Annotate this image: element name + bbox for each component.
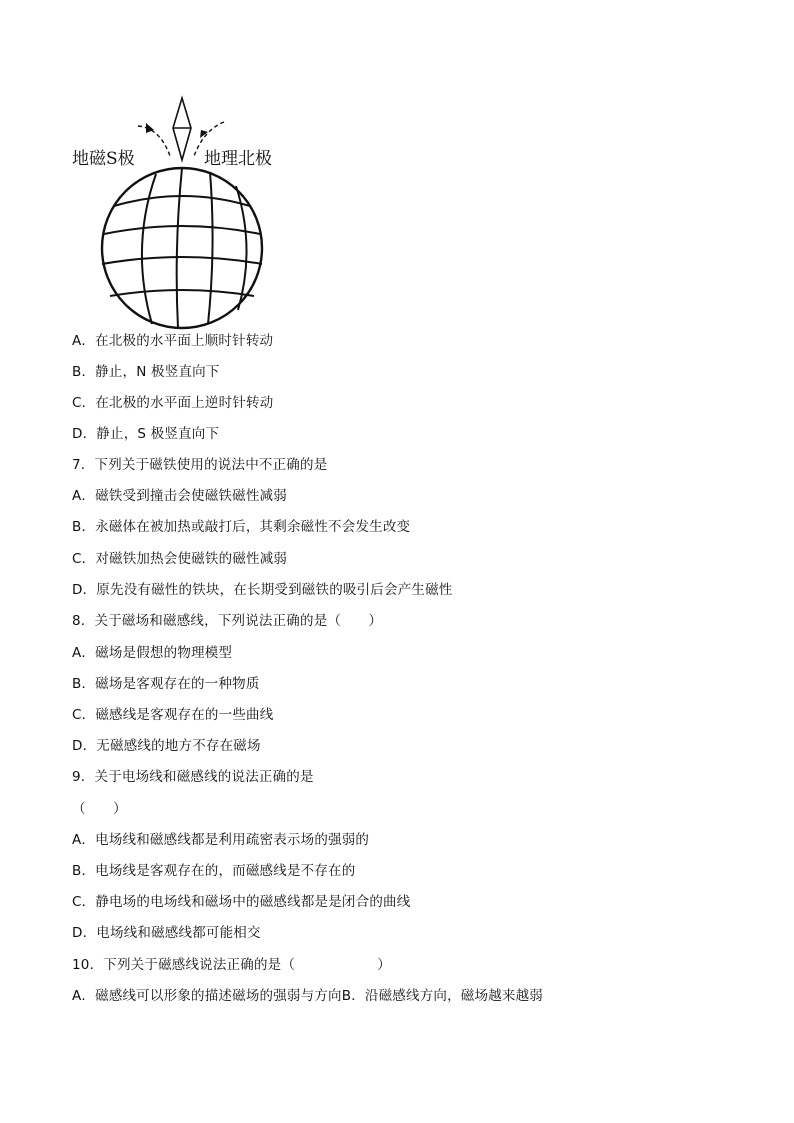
q8-option-c: C．磁感线是客观存在的一些曲线 xyxy=(72,707,274,723)
q10-options-ab: A．磁感线可以形象的描述磁场的强弱与方向B．沿磁感线方向，磁场越来越弱 xyxy=(72,988,543,1004)
q7-stem: 7．下列关于磁铁使用的说法中不正确的是 xyxy=(72,457,328,473)
q9-option-c: C．静电场的电场线和磁场中的磁感线都是是闭合的曲线 xyxy=(72,894,411,910)
q8-stem: 8．关于磁场和磁感线，下列说法正确的是（ ） xyxy=(72,613,383,629)
q7-option-a: A．磁铁受到撞击会使磁铁磁性减弱 xyxy=(72,488,287,504)
q8-option-b: B．磁场是客观存在的一种物质 xyxy=(72,676,260,692)
q9-option-a: A．电场线和磁感线都是利用疏密表示场的强弱的 xyxy=(72,832,370,848)
q9-answer-brackets: （ ） xyxy=(72,801,127,817)
q6-option-b: B．静止，N 极竖直向下 xyxy=(72,364,220,380)
q6-option-a: A．在北极的水平面上顺时针转动 xyxy=(72,333,274,349)
geographic-north-label: 地理北极 xyxy=(204,149,272,169)
q9-option-b: B．电场线是客观存在的，而磁感线是不存在的 xyxy=(72,863,356,879)
q6-option-d: D．静止，S 极竖直向下 xyxy=(72,426,220,442)
globe-icon xyxy=(60,90,300,330)
q6-option-c: C．在北极的水平面上逆时针转动 xyxy=(72,395,274,411)
compass-needle-icon xyxy=(173,98,191,160)
q7-option-d: D．原先没有磁性的铁块，在长期受到磁铁的吸引后会产生磁性 xyxy=(72,582,453,598)
q8-option-a: A．磁场是假想的物理模型 xyxy=(72,645,233,661)
q7-option-b: B．永磁体在被加热或敲打后，其剩余磁性不会发生改变 xyxy=(72,519,411,535)
q9-stem: 9．关于电场线和磁感线的说法正确的是 xyxy=(72,769,314,785)
q7-option-c: C．对磁铁加热会使磁铁的磁性减弱 xyxy=(72,551,288,567)
q8-option-d: D．无磁感线的地方不存在磁场 xyxy=(72,738,261,754)
q10-stem: 10．下列关于磁感线说法正确的是（ ） xyxy=(72,957,391,973)
q9-option-d: D．电场线和磁感线都可能相交 xyxy=(72,925,261,941)
earth-magnetism-figure xyxy=(60,90,300,330)
geomagnetic-south-label: 地磁S极 xyxy=(72,149,135,169)
